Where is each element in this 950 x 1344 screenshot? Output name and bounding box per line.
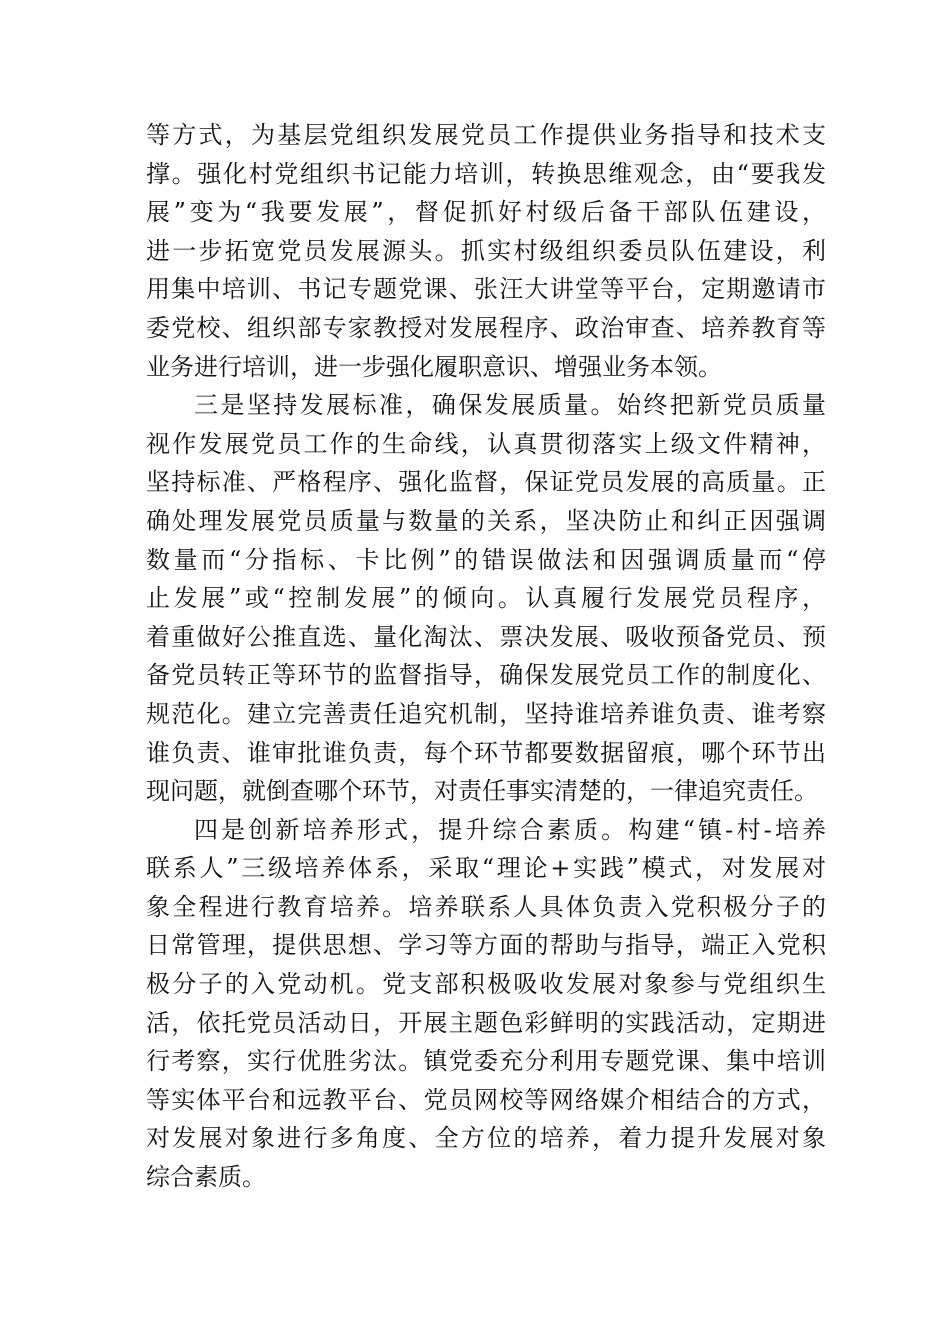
text-line: 坚持标准、严格程序、强化监督，保证党员发展的高质量。正 [146,468,826,497]
text-line: 日常管理，提供思想、学习等方面的帮助与指导，端正入党积 [146,931,826,960]
text-line: 展”变为“我要发展”，督促抓好村级后备干部队伍建设， [146,198,826,227]
document-body [146,116,826,1197]
paragraph-end-line: 业务进行培训，进一步强化履职意识、增强业务本领。 [146,352,722,381]
paragraph-end-line: 综合素质。 [146,1163,266,1192]
paragraph-end-line: 现问题，就倒查哪个环节，对责任事实清楚的，一律追究责任。 [146,777,818,806]
text-line: 数量而“分指标、卡比例”的错误做法和因强调质量而“停 [146,545,826,574]
text-line: 备党员转正等环节的监督指导，确保发展党员工作的制度化、 [146,661,826,690]
text-line: 规范化。建立完善责任追究机制，坚持谁培养谁负责、谁考察 [146,699,826,728]
text-line: 委党校、组织部专家教授对发展程序、政治审查、培养教育等 [146,313,826,342]
paragraph-start-line: 三是坚持发展标准，确保发展质量。始终把新党员质量 [194,391,826,420]
text-line: 着重做好公推直选、量化淘汰、票决发展、吸收预备党员、预 [146,622,826,651]
text-line: 撑。强化村党组织书记能力培训，转换思维观念，由“要我发 [146,159,826,188]
text-line: 视作发展党员工作的生命线，认真贯彻落实上级文件精神， [146,429,826,458]
text-line: 谁负责、谁审批谁负责，每个环节都要数据留痕，哪个环节出 [146,738,826,767]
text-line: 等方式，为基层党组织发展党员工作提供业务指导和技术支 [146,121,826,149]
text-line: 等实体平台和远教平台、党员网校等网络媒介相结合的方式， [146,1085,826,1114]
paragraph-start-line: 四是创新培养形式，提升综合素质。构建“镇-村-培养 [194,815,826,844]
text-line: 象全程进行教育培养。培养联系人具体负责入党积极分子的 [146,892,826,921]
text-line: 进一步拓宽党员发展源头。抓实村级组织委员队伍建设，利 [146,236,826,265]
text-line: 行考察，实行优胜劣汰。镇党委充分利用专题党课、集中培训 [146,1047,826,1076]
text-line: 用集中培训、书记专题党课、张汪大讲堂等平台，定期邀请市 [146,275,826,304]
text-line: 确处理发展党员质量与数量的关系，坚决防止和纠正因强调 [146,506,826,535]
text-line: 止发展”或“控制发展”的倾向。认真履行发展党员程序， [146,584,826,613]
text-line: 对发展对象进行多角度、全方位的培养，着力提升发展对象 [146,1124,826,1153]
text-line: 极分子的入党动机。党支部积极吸收发展对象参与党组织生 [146,970,826,999]
text-line: 活，依托党员活动日，开展主题色彩鲜明的实践活动，定期进 [146,1008,826,1037]
text-line: 联系人”三级培养体系，采取“理论+实践”模式，对发展对 [146,854,826,883]
